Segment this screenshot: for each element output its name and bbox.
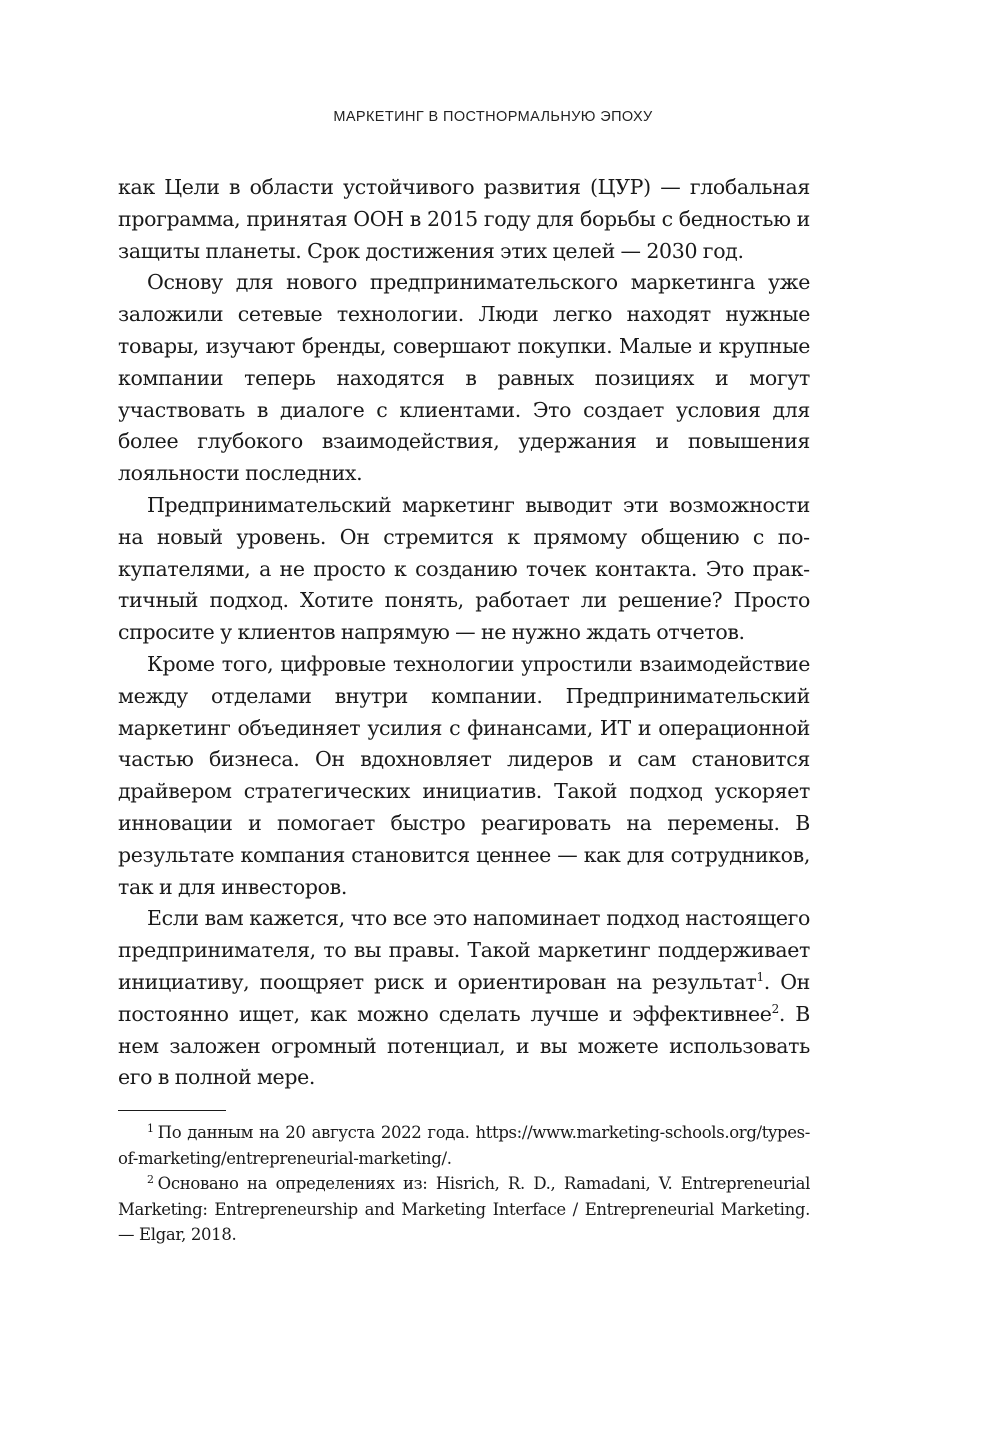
footnote-1-text: По данным на 20 августа 2022 года. https://www.marketing-schools.org/types-of-marketing/entrepreneurial-marketing/. (118, 1123, 810, 1168)
body-text (118, 172, 810, 1094)
footnote-divider (118, 1110, 226, 1111)
footnote-ref-1[interactable]: 1 (756, 969, 764, 984)
running-head: МАРКЕТИНГ В ПОСТНОРМАЛЬНУЮ ЭПОХУ (333, 109, 653, 125)
paragraph-3: Предпринимательский маркетинг выводит эти возможности на новый уровень. Он стремится к прямому общению с покупателями, а не просто к созданию точек контакта. Это практичный подход. Хотите понять, работает ли решение? Просто спросите у клиентов напрямую — не нужно ждать отчетов. (118, 492, 810, 645)
paragraph-1: как Цели в области устойчивого развития (ЦУР) — глобальная программа, принятая ООН в 2015 году для борьбы с бедностью и защиты планеты. Срок достижения этих целей — 2030 год. (118, 175, 810, 263)
footnote-1-mark: 1 (147, 1122, 154, 1135)
footnote-2-mark: 2 (147, 1173, 154, 1187)
paragraph-5-text-a: Если вам кажется, что все это напоминает подход настоящего предпринимателя, то вы правы. Такой маркетинг поддерживает инициативу, поощряет риск и ориентирован на результат (118, 906, 810, 994)
paragraph-5 (118, 903, 810, 1094)
footnote-ref-2[interactable]: 2 (771, 1001, 779, 1016)
footnotes (118, 1120, 810, 1248)
paragraph-4: Кроме того, цифровые технологии упростили взаимодействие между отделами внутри компании. Предпринимательский маркетинг объединяет усилия с финансами, ИТ и операционной частью бизнеса. Он вдохновляет лидеров и сам становится драйвером стратегических инициатив. Такой подход ускоряет инновации и помогает быстро реагировать на перемены. В результате компания становится ценнее — как для сотрудников, так и для инвесторов. (118, 651, 810, 899)
paragraph-5-text-c: . В нем заложен огромный потенциал, и вы можете использовать его в полной мере. (118, 1001, 810, 1090)
paragraph-2: Основу для нового предпринимательского маркетинга уже заложили сетевые технологии. Люди легко находят нужные товары, изучают бренды, совершают покупки. Малые и крупные компании теперь находятся в равных позициях и могут участвовать в диалоге с клиентами. Это создает условия для более глубокого взаимодействия, удержания и повышения лояльности последних. (118, 270, 810, 486)
footnote-1 (118, 1120, 810, 1171)
footnote-2 (118, 1171, 810, 1248)
footnote-2-text: Основано на определениях из: Hisrich, R. D., Ramadani, V. Entrepreneurial Marketing: Entrepreneurship and Marketing Interface / Entrepreneurial Marketing. — Elgar, 2018. (118, 1174, 810, 1245)
paragraph-5-text-b: . Он постоянно ищет, как можно сделать лучше и эффективнее (118, 969, 810, 1026)
